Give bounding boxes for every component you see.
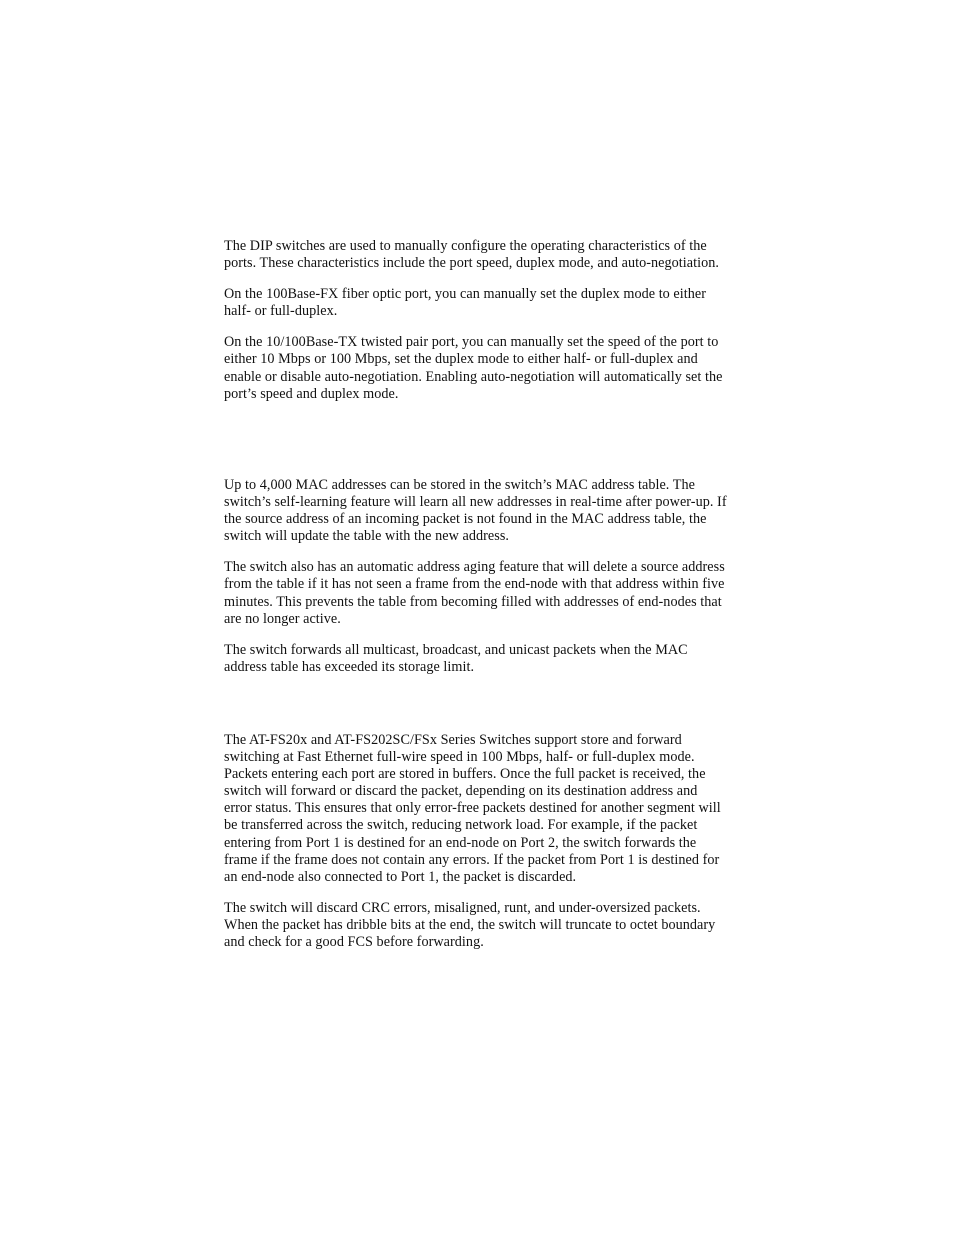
address-aging-paragraph: The switch also has an automatic address aging feature that will delete a source address from the table if it has not seen a frame from the end-node with that address within five minutes. This prevents the table from becoming filled with addresses of end-nodes that are no longer active. [224,559,725,627]
fiber-port-paragraph: On the 100Base-FX fiber optic port, you can manually set the duplex mode to either half- or full-duplex. [224,286,707,320]
storage-limit-paragraph: The switch forwards all multicast, broadcast, and unicast packets when the MAC address table has exceeded its storage limit. [224,641,688,675]
twisted-pair-port-paragraph: On the 10/100Base-TX twisted pair port, you can manually set the speed of the port to either 10 Mbps or 100 Mbps, set the duplex mode to either half- or full-duplex and enable or disable auto-negotiation. Enabling auto-negotiation will automatically set the port’s speed and duplex mode. [224,334,723,402]
dip-switch-section [224,238,728,403]
crc-errors-paragraph: The switch will discard CRC errors, misaligned, runt, and under-oversized packets. When the packet has dribble bits at the end, the switch will truncate to octet boundary and check for a good FCS before forwarding. [224,899,716,951]
dip-switch-intro-paragraph: The DIP switches are used to manually configure the operating characteristics of the ports. These characteristics include the port speed, duplex mode, and auto-negotiation. [224,238,719,272]
mac-address-section [224,477,728,676]
store-and-forward-paragraph: The AT-FS20x and AT-FS202SC/FSx Series Switches support store and forward switching at Fast Ethernet full-wire speed in 100 Mbps, half- or full-duplex mode. Packets entering each port are stored in buffers. Once the full packet is received, the switch will forward or discard the packet, depending on its destination address and error status. This ensures that only error-free packets destined for another segment will be transferred across the switch, reducing network load. For example, if the packet entering from Port 1 is destined for an end-node on Port 2, the switch forwards the frame if the frame does not contain any errors. If the packet from Port 1 is destined for an end-node also connected to Port 1, the packet is discarded. [224,732,721,885]
store-and-forward-section [224,732,728,951]
mac-table-paragraph: Up to 4,000 MAC addresses can be stored in the switch’s MAC address table. The switch’s self-learning feature will learn all new addresses in real-time after power-up. If the source address of an incoming packet is not found in the MAC address table, the switch will update the table with the new address. [224,477,727,545]
